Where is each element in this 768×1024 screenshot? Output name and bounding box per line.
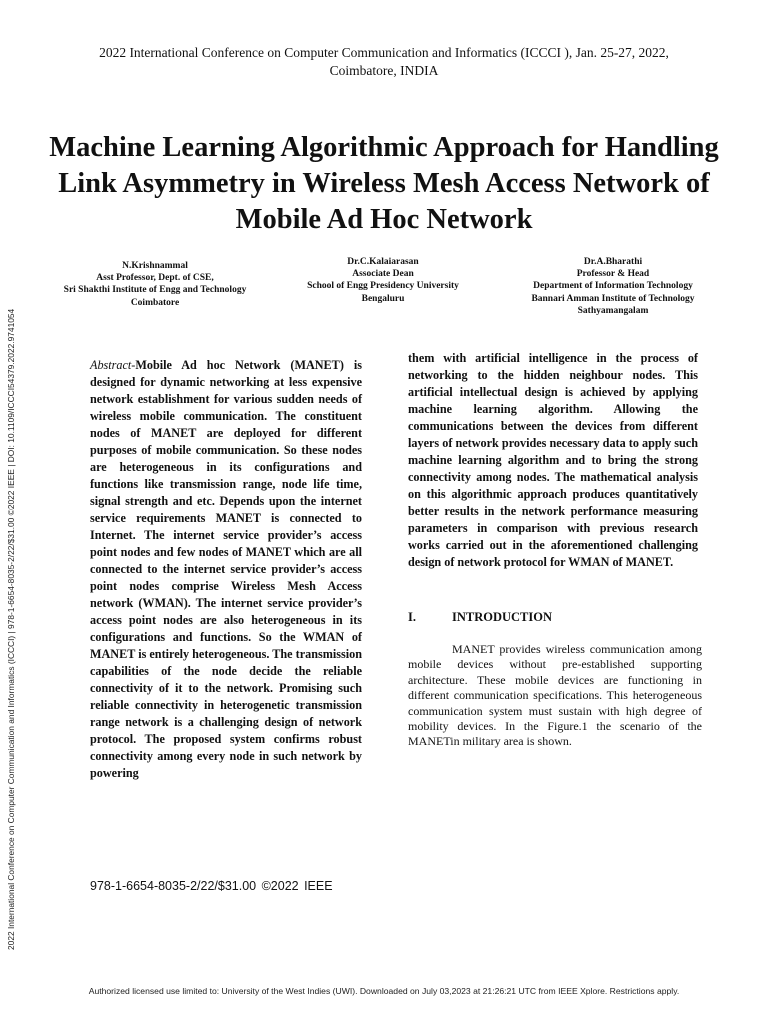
abstract-label: Abstract- — [90, 358, 136, 372]
author-block-3 — [508, 256, 718, 317]
author-city: Sathyamangalam — [577, 305, 649, 316]
section-heading-introduction — [408, 608, 698, 626]
conference-line-1: 2022 International Conference on Computer Communication and Informatics (ICCCI ), Jan. 25-27, 2022, — [99, 45, 669, 60]
copyright-notice: 978-1-6654-8035-2/22/$31.00 ©2022 IEEE — [90, 879, 333, 893]
abstract-text-left: Mobile Ad hoc Network (MANET) is designed for dynamic networking at less expensive network establishment for various sudden needs of wireless mobile communication. The constituent nodes of MANET are deployed for different purposes of mobile communication. So these nodes are heterogeneous in its configurations and functions like transmission range, node life time, signal strength and etc. Depends upon the internet service requirements MANET is connected to Internet. The internet service provider’s access point nodes and few nodes of MANET which are all connected to the internet service provider’s access point nodes comprise Wireless Mesh Access network (WMAN). The internet service provider’s access point nodes are also heterogeneous in its configurations and functions. So the WMAN of MANET is entirely heterogeneous. The transmission capabilities of the node decide the reliable connectivity of it to the network. Promising such reliable connectivity in heterogenetic transmission range network is a challenging design of network protocol. The proposed system confirms robust connectivity among every node in such network by powering — [90, 358, 362, 780]
author-institution: School of Engg Presidency University — [307, 281, 459, 292]
author-name: Dr.C.Kalaiarasan — [347, 257, 419, 267]
author-city: Bengaluru — [361, 293, 405, 304]
author-name: N.Krishnammal — [122, 261, 188, 271]
author-institution: Bannari Amman Institute of Technology — [531, 293, 695, 304]
author-department: Department of Information Technology — [533, 281, 693, 292]
conference-line-2: Coimbatore, INDIA — [329, 63, 439, 78]
abstract-left-column — [90, 357, 362, 782]
author-block-2 — [288, 256, 478, 305]
author-role: Asst Professor, Dept. of CSE, — [96, 273, 214, 284]
section-title: INTRODUCTION — [452, 610, 553, 624]
paper-title: Machine Learning Algorithmic Approach for Handling Link Asymmetry in Wireless Mesh Access Network of Mobile Ad Hoc Network — [49, 132, 719, 235]
author-role: Associate Dean — [352, 269, 414, 280]
author-name: Dr.A.Bharathi — [583, 257, 643, 267]
section-number: I. — [408, 610, 416, 624]
author-institution: Sri Shakthi Institute of Engg and Technology — [63, 285, 247, 296]
abstract-right-column: them with artificial intelligence in the process of networking to the hidden neighbour nodes. This artificial intellectual design is achieved by applying machine learning algorithm. Allowing the communications between the devices from different layers of network provides necessary data to apply such machine learning algorithm and to bring the strong connectivity among nodes. The mathematical analysis on this algorithmic approach produces quantitatively better results in the network performance measuring parameters in comparison with previous research works carried out in the aforementioned challenging design of network protocol for WMAN of MANET. — [408, 351, 698, 569]
side-citation-strip: 2022 International Conference on Computer Communication and Informatics (ICCCI) | 978-1-6654-8035-2/22/$31.00 ©2022 IEEE | DOI: 10.1109/ICCCI54379.2022.9741054 — [6, 308, 16, 950]
author-block-1 — [50, 260, 260, 309]
license-footer: Authorized licensed use limited to: University of the West Indies (UWI). Downloaded on July 03,2023 at 21:26:21 UTC from IEEE Xplore. Restrictions apply. — [88, 986, 680, 996]
introduction-paragraph: MANET provides wireless communication among mobile devices without pre-established supporting architecture. These mobile devices are functioning in different communication specifications. This heterogeneous communication system must sustain with high degree of mobility devices. In the Figure.1 the scenario of the MANETin military area is shown. — [408, 642, 702, 749]
author-city: Coimbatore — [130, 297, 180, 308]
author-role: Professor & Head — [576, 269, 650, 280]
conference-header — [60, 44, 708, 80]
